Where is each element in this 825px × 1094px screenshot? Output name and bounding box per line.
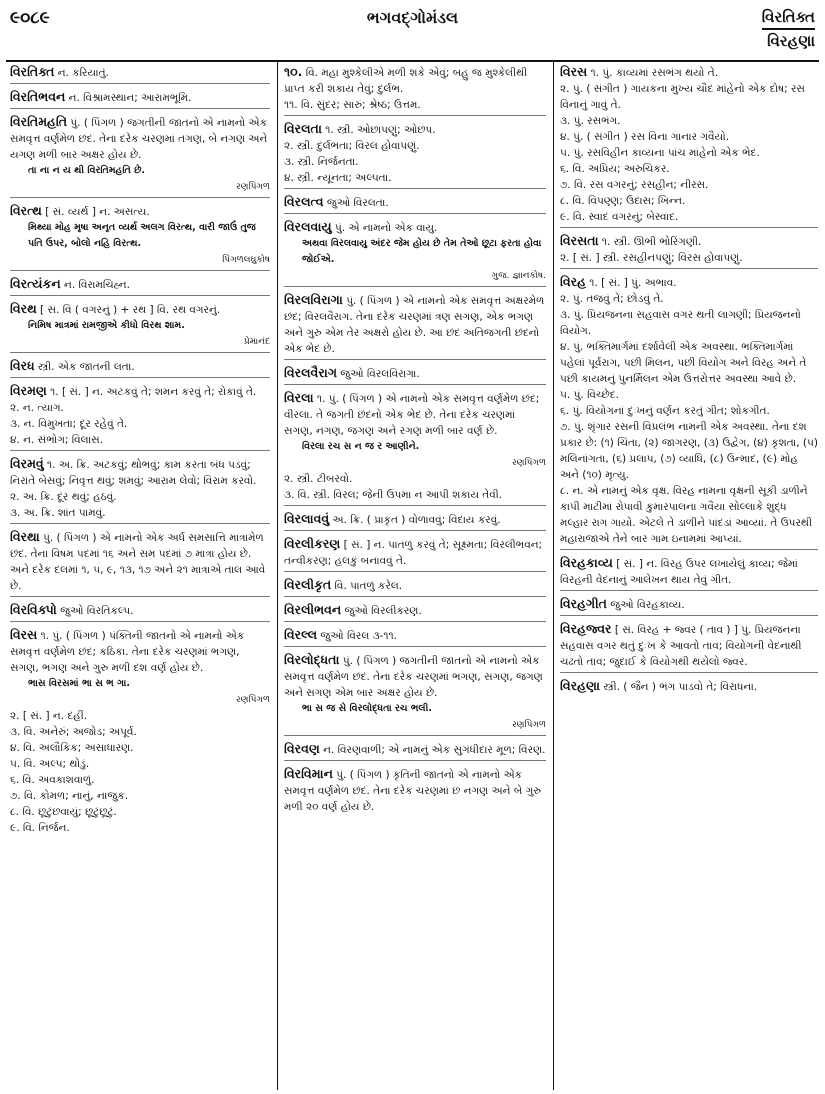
running-title: ભગવદ્ગોમંડલ: [366, 8, 459, 27]
entry-sense: ૬. વિ. અવકાશવાળું.: [10, 774, 95, 786]
guide-word-last: વિરહણા: [762, 28, 815, 52]
entry-headword: વિરલવાયુ: [284, 219, 332, 234]
entry-headword: વિરત્થ: [10, 203, 42, 218]
entry-sense: ૨. પું. ( સંગીત ) ગાયકના મુખ્ય ચૌદ માંહેનો એક દોષ; રસ વિનાનું ગાવું તે.: [560, 83, 805, 111]
entry-sense: ૨. અ. ક્રિ. દૂર થવું; હઠવું.: [10, 491, 117, 503]
column-1: [10, 64, 270, 1090]
entry-sense: ૫. પું. રસવિહીન કાવ્યના પાંચ માંહેનો એક ભેદ.: [560, 147, 760, 159]
entry-definition: [ સં. ] ન. પાતળું કરવું તે; સૂક્ષ્મતા; વિરલીભવન; તન્વીકરણ; હલકું બનાવવું તે.: [284, 539, 543, 567]
entry-definition: [ સં. વ્યર્થ ] ન. અસત્ય.: [41, 206, 150, 218]
entry-sense: ૨. ન. ત્યાગ.: [10, 402, 64, 414]
entry-headword: વિરમણ: [10, 383, 47, 398]
entry-source: રણપિંગળ: [236, 182, 270, 192]
entry-quotation: ભાસ વિરસમાં ભા સ ભ ગા.: [28, 678, 130, 689]
entry-definition: ન. કરિયાતું.: [54, 67, 109, 79]
entry-sense: ૩. અ. ક્રિ. શાંત પામવું.: [10, 507, 106, 519]
entry-definition: જુઓ વિરલવિરાગા.: [336, 368, 420, 380]
entry-sense: ૮. વિ. છૂટુંછવાયું; છૂટુંછૂટું.: [10, 806, 117, 818]
entry-headword: વિરહગીત: [560, 596, 607, 611]
entry-definition: પું. ( પિંગળ ) કૃતિની જાતનો એ નામનો એક સમવૃત્ત વર્ણમેળ છંદ. તેના દરેક ચરણમાં છ નગણ અને બે ગુરુ મળી ૨૦ વર્ણ હોય છે.: [284, 769, 541, 813]
entry-headword: વિરલીભવન: [284, 602, 342, 617]
guide-word-first: વિરતિક્ત: [761, 8, 815, 26]
entry-sense: ૨. [ સં. ] સ્ત્રી. રસહીનપણું; વિરસ હોવાપણું.: [560, 252, 743, 264]
entry-sense: ૫. વિ. અલ્પ; થોડું.: [10, 758, 90, 770]
dictionary-entry: [284, 577, 546, 597]
entry-sense: ૬. પું. વિયોગનાં દુઃખનું વર્ણન કરતું ગીત; શોકગીત.: [560, 405, 770, 417]
entry-headword: વિરતિમહતિ: [10, 114, 68, 129]
entry-sense: ૮. ન. એ નામનું એક વૃક્ષ. વિરહ નામના વૃક્ષની સૂકી ડાળીને કાપી માટીમાં રોપાવી કુમારપાલના ગવૈયા સોલ્લાકે શુદ્ધ મલ્હાર રાગ ગાયો. એટલે તે ડાળીને પાંદડાં આવ્યાં. તે ઉપરથી મહારાજાએ તેને બાર ગામ ઇનામમાં આપ્યાં.: [560, 485, 812, 545]
dictionary-entry: [560, 274, 818, 550]
entry-definition: ૧. પું. ( પિંગળ ) પંક્તિની જાતનો એ નામનો એક સમવૃત્ત વર્ણમેળ છંદ; કઠિકા. તેના દરેક ચરણમાં ભગણ, સગણ, ભગણ અને ગુરુ મળી દશ વર્ણ હોય છે.: [10, 630, 245, 674]
column-2: [284, 64, 546, 1090]
entry-sense: ૯. વિ. નિર્જન.: [10, 822, 70, 834]
entry-headword: વિરલતા: [284, 121, 322, 136]
entry-headword: વિરવણ: [284, 741, 320, 756]
page-number: ૯૦૮૯: [10, 8, 50, 28]
entry-definition: અ. ક્રિ. ( પ્રાકૃત ) વોળાવવું; વિદાય કરવું.: [329, 514, 501, 526]
entry-headword: વિરતિક્ત: [10, 64, 55, 79]
entry-sense: ૪. પું. ભક્તિમાર્ગમાં દર્શાવેલી એક અવસ્થા. ભક્તિમાર્ગમાં પહેલાં પૂર્વરાગ, પછી મિલન, પછી વિયોગ અને વિરહ અને તે પછી કાયમનું પુનર્મિલન એમ ઉત્તરોત્તર અવસ્થા આવે છે.: [560, 341, 807, 385]
dictionary-entry: [284, 390, 546, 506]
entry-headword: વિરલવિરાગા: [284, 292, 343, 307]
entry-quotation: ભા સ જ સે વિરલોદ્ધતા રચ ભલી.: [302, 703, 432, 714]
dictionary-entry: [10, 456, 270, 524]
entry-headword: વિરસતા: [560, 233, 599, 248]
entry-definition: [ સં. ] ન. વિરહ ઉપર લખાયેલું કાવ્ય; જેમાં વિરહની વેદનાનું આલેખન થાય તેવું ગીત.: [560, 558, 798, 586]
entry-sense: ૫. પું. વિચ્છેદ.: [560, 389, 619, 401]
entry-headword: વિરત્યંકન: [10, 276, 61, 291]
dictionary-entry: [560, 64, 818, 228]
entry-sense: ૨. [ સં. ] ન. દહીં.: [10, 710, 88, 722]
entry-headword: વિરથ: [10, 301, 37, 316]
entry-sense: ૧૧. વિ. સુંદર; સારું; શ્રેષ્ઠ; ઉત્તમ.: [284, 99, 421, 111]
entry-headword: વિરહજ્વર: [560, 621, 612, 636]
entry-definition: જુઓ વિરહકાવ્ય.: [606, 599, 685, 611]
dictionary-entry: [284, 627, 546, 647]
entry-headword: વિરમવું: [10, 456, 44, 471]
entry-quotation: તા ના ન ય થી વિરતિમહતિ છે.: [28, 165, 146, 176]
entry-definition: જુઓ વિરલીકરણ.: [341, 605, 422, 617]
entry-definition: ૧. સ્ત્રી. ઓછાપણું; ઓછપ.: [321, 124, 436, 136]
header-rule: [6, 60, 819, 62]
entry-source: રણપિંગળ: [236, 695, 270, 705]
entry-sense: ૩. પું. રસભંગ.: [560, 115, 621, 127]
entry-definition: [ સં. વિ ( વગરનું ) + રથ ] વિ. રથ વગરનું.: [36, 304, 221, 316]
dictionary-entry: [284, 536, 546, 572]
entry-definition: ૧. અ. ક્રિ. અટકવું; થોભવું; કામ કરતા બંધ પડવું; નિરાંતે બેસવું; નિવૃત્ત થવું; શમવું; આરામ લેવો; વિરામ કરવો.: [10, 459, 257, 487]
entry-source: ગુજ. જ્ઞાનકોષ.: [491, 271, 546, 281]
entry-source: રણપિંગળ: [512, 458, 546, 468]
entry-definition: ૧. [ સં. ] ન. અટકવું તે; શમન કરવું તે; રોકાવું તે.: [46, 386, 257, 398]
entry-headword: વિરથા: [10, 529, 40, 544]
dictionary-entry: [10, 383, 270, 451]
entry-definition: પું. ( પિંગળ ) જગતીની જાતનો એ નામનો એક સમવૃત્ત વર્ણમેળ છંદ. તેના દરેક ચરણમાં ભગણ, સગણ, જગણ અને સગણ એમ બાર અક્ષર હોય છે.: [284, 655, 543, 699]
entry-headword: વિરસ: [10, 627, 38, 642]
dictionary-entry: [10, 276, 270, 296]
dictionary-entry: [284, 602, 546, 622]
entry-source: પ્રેમાનંદ: [243, 337, 270, 347]
entry-headword: વિરલવૈરાગ: [284, 365, 337, 380]
dictionary-entry: [560, 555, 818, 591]
dictionary-entry: [560, 596, 818, 616]
entry-headword: વિરવિક્પો: [10, 602, 57, 617]
entry-quotation: નિમિષ માત્રમાં રામજીએ કીધો વિરથ શામ.: [28, 320, 185, 331]
entry-quotation: અથવા વિરલવાયુ અંદર જેમ હોય છે તેમ તેઓ છૂટા ફરતા હોવા જોઈએ.: [302, 238, 542, 265]
dictionary-entry: [284, 365, 546, 385]
entry-headword: વિરવિમાન: [284, 766, 333, 781]
dictionary-entry: [560, 678, 818, 697]
entry-definition: ન. વિશ્રામસ્થાન; આરામભૂમિ.: [65, 92, 192, 104]
entry-sense: ૩. સ્ત્રી. નિર્જનતા.: [284, 156, 359, 168]
dictionary-entry: [10, 301, 270, 353]
entry-definition: વિ. મહા મુશ્કેલીએ મળી શકે એવું; બહુ જ મુશ્કેલીથી પ્રાપ્ત કરી શકાય તેવું; દુર્લભ.: [284, 67, 528, 95]
entry-sense: ૭. વિ. કોમળ; નાનું, નાજુક.: [10, 790, 129, 802]
entry-sense: ૭. વિ. રસ વગરનું; રસહીન; નીરસ.: [560, 179, 709, 191]
entry-source: પિંગળલઘુકોષ: [222, 255, 270, 265]
entry-sense: ૪. ન. સંભોગ; વિલાસ.: [10, 434, 104, 446]
entry-definition: પું. ( પિંગળ ) એ નામનો એક અર્ધ સમસાત્તિ માત્રામેળ છંદ. તેના વિષમ પદમાં ૧૬ અને સમ પદમાં ૭ માત્રા હોય છે. અને દરેક દલમાં ૧, ૫, ૯, ૧૩, ૧૭ અને ૨૧ માત્રાએ તાલ આવે છે.: [10, 532, 266, 592]
entry-headword: વિરહ: [560, 274, 586, 289]
guide-words: [762, 6, 815, 52]
entry-sense: ૪. સ્ત્રી. ન્યૂનતા; અલ્પતા.: [284, 172, 392, 184]
column-divider: [277, 62, 278, 1090]
dictionary-entry: [10, 89, 270, 109]
entry-sense: ૯. વિ. સ્વાદ વગરનું; બેસ્વાદ.: [560, 211, 679, 223]
entry-headword: વિરલત્વ: [284, 194, 324, 209]
entry-sense: ૩. વિ. સ્ત્રી. વિરલ; જેની ઉપમા ન આપી શકાય તેવી.: [284, 489, 503, 501]
dictionary-entry: [10, 203, 270, 271]
dictionary-entry: [10, 64, 270, 84]
entry-sense: ૮. વિ. વિપણ્ણ; ઉદાસ; ખિન્ન.: [560, 195, 686, 207]
dictionary-entry: [284, 64, 546, 116]
entry-headword: વિરતિભવન: [10, 89, 66, 104]
entry-headword: વિરધ: [10, 358, 35, 373]
column-3: [560, 64, 818, 1090]
dictionary-entry: [284, 292, 546, 360]
entry-definition: સ્ત્રી. ( જૈન ) ભંગ પાડવો તે; વિરાધના.: [599, 681, 758, 693]
entry-definition: [ સં. વિરહ + જ્વર ( તાવ ) ] પું. પ્રિયજનના સહવાસ વગર થતું દુઃખ કે આવતો તાવ; વિયોગની વેદનાથી ચઢતો તાવ; જુદાઈ કે વિયોગથી થયેલો જ્વર.: [560, 624, 802, 668]
page-header: [0, 0, 825, 62]
entry-definition: ૧. [ સં. ] પું. અભાવ.: [585, 277, 677, 289]
entry-sense: ૩. વિ. અનેરું; અજોડ; અપૂર્વ.: [10, 726, 137, 738]
dictionary-entry: [284, 741, 546, 761]
entry-sense: ૨. સ્ત્રી. ટીબરવો.: [284, 473, 353, 485]
entry-definition: જુઓ વિરલ ૩-૧૧.: [317, 630, 398, 642]
dictionary-entry: [10, 627, 270, 838]
dictionary-entry: [10, 529, 270, 597]
entry-quotation: વિરલા રચ સ ન જ ર આણીને.: [302, 441, 420, 452]
entry-definition: જુઓ વિરલતા.: [323, 197, 389, 209]
entry-sense: ૭. પું. શૃંગાર રસની વિપ્રલંભ નામની એક અવસ્થા. તેના દશ પ્રકાર છે: (૧) ચિંતા, (૨) જાગરણ, (૩) ઉદ્વેગ, (૪) કૃશતા, (૫) મલિનાંગતા, (૬) પ્રલાપ, (૭) વ્યાધિ, (૮) ઉન્માદ, (૯) મોહ અને (૧૦) મૃત્યુ.: [560, 421, 818, 481]
entry-headword: વિરલાવવું: [284, 511, 330, 526]
entry-headword: વિરહકાવ્ય: [560, 555, 613, 570]
entry-definition: પું. એ નામનો એક વાયુ.: [331, 222, 438, 234]
dictionary-entry: [10, 358, 270, 378]
entry-headword: વિરસ: [560, 64, 588, 79]
entry-headword: ૧૦.: [284, 64, 303, 79]
entry-headword: વિરલીકરણ: [284, 536, 341, 551]
column-divider: [553, 62, 554, 1090]
entry-sense: ૬. વિ. અપ્રિય; અરુચિકર.: [560, 163, 670, 175]
dictionary-entry: [560, 233, 818, 269]
entry-definition: સ્ત્રી. એક જાતની લતા.: [34, 361, 135, 373]
entry-quotation: મિથ્યા મોહ મૃષા અનૃત વ્યર્થ અલગ વિરત્થ, વારી જાઉં તુજ પતિ ઉપર, બોલો નહિ વિરત્થ.: [28, 222, 256, 249]
dictionary-entry: [560, 621, 818, 673]
dictionary-entry: [284, 511, 546, 531]
entry-sense: ૩. ન. વિમુખતા; દૂર રહેવું તે.: [10, 418, 128, 430]
entry-definition: વિ. પાતળું કરેલ.: [331, 580, 403, 592]
dictionary-entry: [284, 121, 546, 189]
entry-headword: વિરલોદ્ધતા: [284, 652, 340, 667]
entry-definition: પું. ( પિંગળ ) એ નામનો એક સમવૃત્ત અક્ષરમેળ છંદ; વિરલવૈરાગ. તેના દરેક ચરણમાં ત્રણ સગણ, એક ભગણ અને ગુરુ એમ તેર અક્ષરો હોય છે. આ છંદ અતિજગતી છંદનો એક ભેદ છે.: [284, 295, 545, 355]
entry-definition: જુઓ વિરતિકલ્પ.: [56, 605, 134, 617]
dictionary-entry: [284, 766, 546, 817]
entry-definition: ન. વિરામચિહ્ન.: [60, 279, 130, 291]
entry-definition: પું. ( પિંગળ ) જગતીની જાતનો એ નામનો એક સમવૃત્ત વર્ણમેળ છંદ. તેના દરેક ચરણમાં તગણ, બે નગણ અને યગણ મળી બાર અક્ષર હોય છે.: [10, 117, 268, 161]
entry-headword: વિરલીકૃત: [284, 577, 332, 592]
entry-definition: ૧. પું. કાવ્યમાં રસભંગ થયો તે.: [587, 67, 719, 79]
entry-sense: ૪. વિ. અલૌકિક; અસાધારણ.: [10, 742, 134, 754]
entry-headword: વિરલ્લ: [284, 627, 318, 642]
dictionary-entry: [10, 602, 270, 622]
entry-definition: ન. વિરણવાળી; એ નામનું એક સુગંધીદાર મૂળ; વિરણ.: [319, 744, 546, 756]
entry-sense: ૪. પું. ( સંગીત ) રસ વિના ગાનાર ગવૈયો.: [560, 131, 730, 143]
entry-sense: ૨. સ્ત્રી. દુર્લભતા; વિરલ હોવાપણું.: [284, 140, 420, 152]
entry-definition: ૧. સ્ત્રી. ઊભી ભોરિંગણી.: [598, 236, 702, 248]
entry-headword: વિરલા: [284, 390, 314, 405]
entry-sense: ૨. પું. તજવું તે; છોડવું તે.: [560, 293, 664, 305]
entry-headword: વિરહણા: [560, 678, 600, 693]
dictionary-entry: [284, 652, 546, 736]
dictionary-entry: [10, 114, 270, 198]
entry-sense: ૩. પું. પ્રિયજનના સહવાસ વગર થતી લાગણી; પ્રિયજનનો વિયોગ.: [560, 309, 801, 337]
entry-definition: ૧. પું. ( પિંગળ ) એ નામનો એક સમવૃત્ત વર્ણમેળ છંદ; વીરલા. તે જગતી છંદનો એક ભેદ છે. તેના દરેક ચરણમાં સગણ, નગણ, જગણ અને રગણ મળી બાર વર્ણ છે.: [284, 393, 540, 437]
dictionary-entry: [284, 194, 546, 214]
dictionary-entry: [284, 219, 546, 287]
entry-source: રણપિંગળ: [512, 720, 546, 730]
